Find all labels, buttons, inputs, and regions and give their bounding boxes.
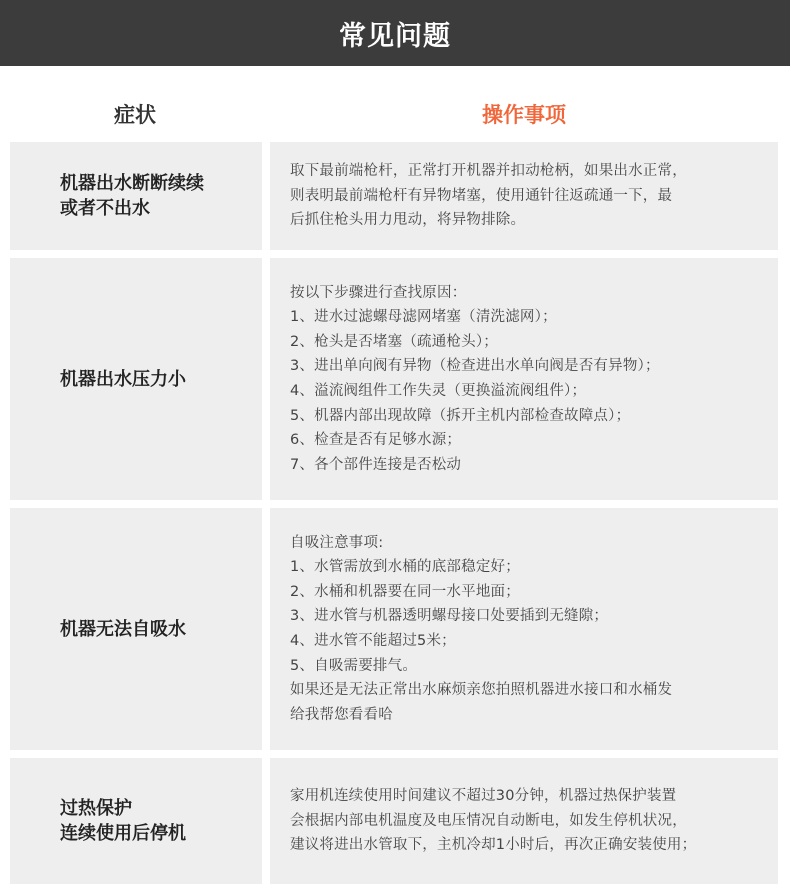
action-cell [270, 258, 778, 500]
symptom-cell [10, 758, 262, 884]
symptom-cell [10, 508, 262, 750]
page-title: 常见问题 [339, 20, 451, 52]
symptom-cell [10, 142, 262, 250]
faq-row [10, 508, 778, 750]
action-cell [270, 142, 778, 250]
faq-row [10, 758, 778, 884]
column-header-action: 操作事项 [482, 103, 566, 127]
action-text: 取下最前端枪杆，正常打开机器并扣动枪柄，如果出水正常， 则表明最前端枪杆有异物堵塞，使用通针往返疏通一下，最 后抓住枪头用力甩动，将异物排除。 [290, 163, 687, 229]
action-cell [270, 758, 778, 884]
faq-row [10, 142, 778, 250]
action-text: 家用机连续使用时间建议不超过30分钟，机器过热保护装置 会根据内部电机温度及电压情况自动断电，如发生停机状况， 建议将进出水管取下，主机冷却1小时后，再次正确安装使用； [290, 788, 697, 854]
symptom-text: 过热保护 连续使用后停机 [60, 798, 186, 844]
header-banner [0, 0, 790, 66]
faq-row [10, 258, 778, 500]
symptom-text: 机器出水压力小 [60, 368, 186, 390]
action-cell [270, 508, 778, 750]
symptom-cell [10, 258, 262, 500]
column-header-symptom: 症状 [114, 103, 156, 127]
symptom-text: 机器无法自吸水 [60, 618, 186, 640]
symptom-text: 机器出水断断续续 或者不出水 [60, 173, 204, 219]
action-text: 按以下步骤进行查找原因： 1、进水过滤螺母滤网堵塞（清洗滤网）； 2、枪头是否堵塞（疏通枪头）； 3、进出单向阀有异物（检查进出水单向阀是否有异物）； 4、溢流阀组件工作失灵（更换溢流阀组件）； 5、机器内部出现故障（拆开主机内部检查故障点）； 6、检查是否有足够水源； 7、各个部件连接是否松动 [290, 284, 660, 473]
action-text: 自吸注意事项: 1、水管需放到水桶的底部稳定好； 2、水桶和机器要在同一水平地面； 3、进水管与机器透明螺母接口处要插到无缝隙； 4、进水管不能超过5米； 5、自吸需要排气。 如果还是无法正常出水麻烦亲您拍照机器进水接口和水桶发 给我帮您看看哈 [290, 534, 673, 723]
